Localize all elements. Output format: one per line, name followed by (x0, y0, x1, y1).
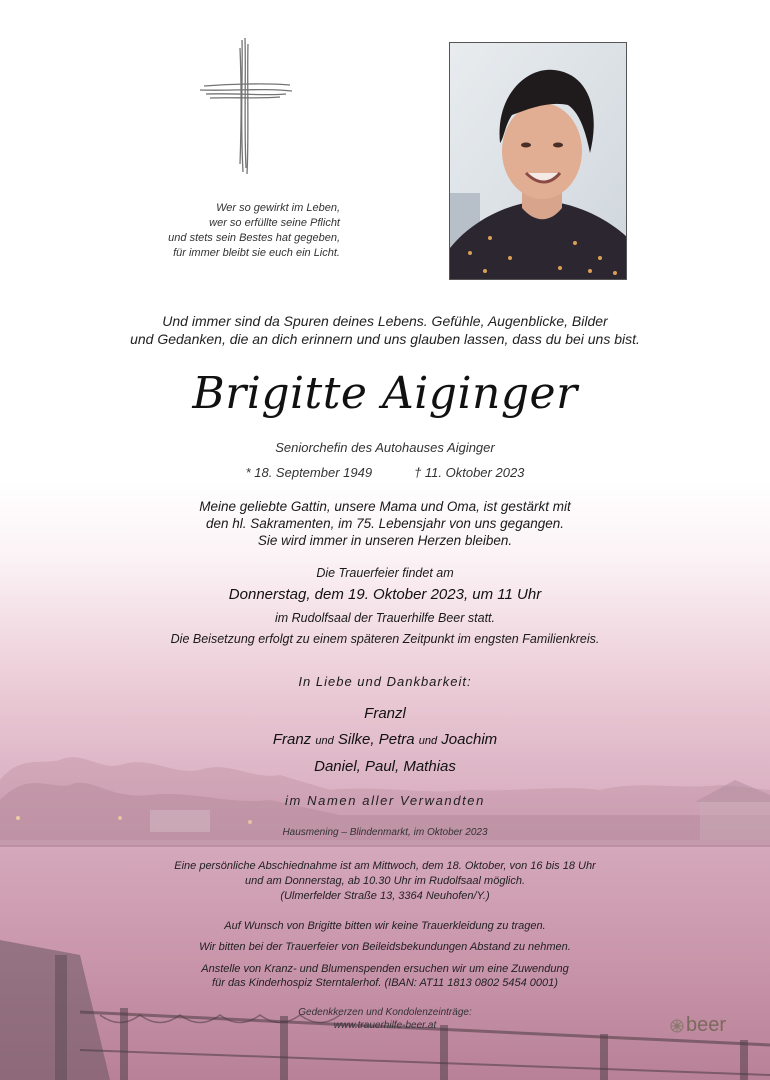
viewing-line-3: (Ulmerfelder Straße 13, 3364 Neuhofen/Y.) (280, 890, 490, 902)
death-date: † 11. Oktober 2023 (414, 465, 525, 480)
condolence-note: Wir bitten bei der Trauerfeier von Beileidsbekundungen Abstand zu nehmen. (199, 941, 571, 953)
birth-date: * 18. September 1949 (245, 465, 373, 480)
announcement-line-2: den hl. Sakramenten, im 75. Lebensjahr von uns gegangen. (206, 516, 564, 531)
donation-line-1: Anstelle von Kranz- und Blumenspenden ersuchen wir um eine Zuwendung (201, 963, 569, 975)
portrait-photo (449, 42, 627, 280)
clothing-note: Auf Wunsch von Brigitte bitten wir keine Trauerkleidung zu tragen. (224, 920, 546, 932)
poem-line: Wer so gewirkt im Leben, (216, 202, 340, 214)
quote-line-2: und Gedanken, die an dich erinnern und uns glauben lassen, dass du bei uns bist. (130, 331, 640, 347)
family-row-3: Daniel, Paul, Mathias (314, 758, 456, 775)
place-date: Hausmening – Blindenmarkt, im Oktober 2023 (282, 827, 488, 838)
life-dates (0, 465, 770, 480)
viewing-line-1: Eine persönliche Abschiednahme ist am Mittwoch, dem 18. Oktober, von 16 bis 18 Uhr (174, 860, 596, 872)
poem-line: für immer bleibt sie euch ein Licht. (173, 247, 340, 259)
conjunction: und (315, 735, 334, 747)
poem (150, 201, 340, 261)
poem-line: und stets sein Bestes hat gegeben, (168, 232, 340, 244)
conjunction: und (418, 735, 438, 747)
footer-line: Gedenkkerzen und Kondolenzeinträge: (298, 1007, 472, 1018)
portrait-image (450, 43, 627, 280)
announcement-line-3: Sie wird immer in unseren Herzen bleiben. (257, 533, 513, 548)
deceased-title: Seniorchefin des Autohauses Aiginger (275, 440, 495, 455)
ceremony-place: im Rudolfsaal der Trauerhilfe Beer statt. (274, 611, 495, 625)
ceremony-date: Donnerstag, dem 19. Oktober 2023, um 11 Uhr (228, 586, 542, 603)
deceased-name: Brigitte Aiginger (192, 368, 578, 419)
family-heading: In Liebe und Dankbarkeit: (298, 674, 472, 689)
family-member: Franz (272, 731, 312, 748)
cross-icon (196, 36, 296, 176)
quote-line-1: Und immer sind da Spuren deines Lebens. Gefühle, Augenblicke, Bilder (162, 313, 608, 329)
family-member: Joachim (441, 731, 498, 748)
family-member: Silke, Petra (337, 731, 415, 748)
announcement-line-1: Meine geliebte Gattin, unsere Mama und Oma, ist gestärkt mit (199, 499, 571, 514)
relatives-line: im Namen aller Verwandten (285, 793, 485, 808)
burial-note: Die Beisetzung erfolgt zu einem späteren Zeitpunkt im engsten Familienkreis. (170, 632, 600, 646)
logo-text: beer (686, 1014, 727, 1036)
footer-url: www.trauerhilfe-beer.at (333, 1020, 437, 1031)
viewing-line-2: und am Donnerstag, ab 10.30 Uhr im Rudolfsaal möglich. (244, 875, 526, 887)
family-row-1: Franzl (364, 705, 406, 722)
ceremony-intro: Die Trauerfeier findet am (316, 566, 454, 580)
donation-line-2: für das Kinderhospiz Sterntalerhof. (IBAN: AT11 1813 0802 5454 0001) (212, 977, 558, 989)
family-row-2 (0, 731, 770, 748)
poem-line: wer so erfüllte seine Pflicht (209, 217, 340, 229)
